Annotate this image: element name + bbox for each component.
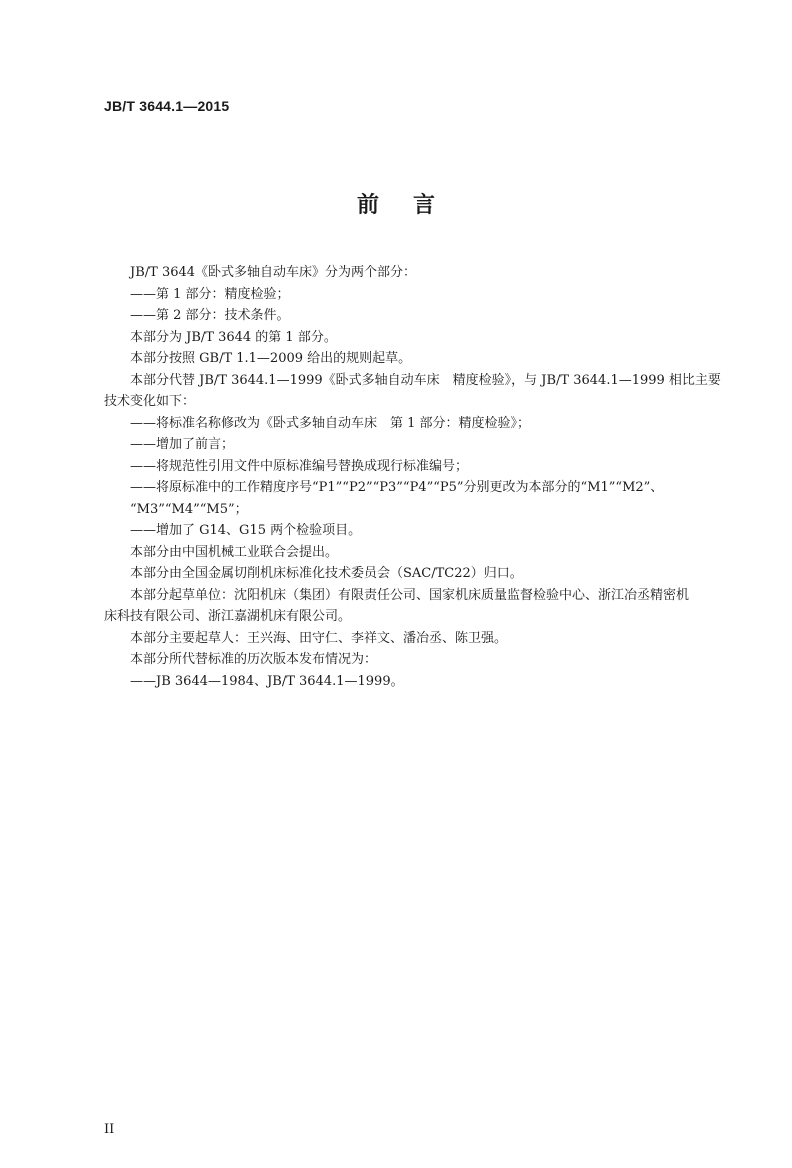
list-item-change-4: ——将原标准中的工作精度序号“P1”“P2”“P3”“P4”“P5”分别更改为本部分的“M1”“M2”、: [130, 480, 664, 495]
paragraph-replaces: 本部分代替 JB/T 3644.1—1999《卧式多轴自动车床 精度检验》，与 JB/T 3644.1—1999 相比主要: [130, 372, 721, 388]
paragraph-parts-intro: JB/T 3644《卧式多轴自动车床》分为两个部分：: [130, 265, 417, 280]
standard-code: JB/T 3644.1—2015: [104, 98, 230, 114]
list-item-history: ——JB 3644—1984、JB/T 3644.1—1999。: [130, 673, 404, 689]
list-item-change-1: ——将标准名称修改为《卧式多轴自动车床 第 1 部分：精度检验》；: [130, 415, 531, 431]
list-item-change-4-continued: “M3”“M4”“M5”；: [130, 501, 248, 517]
list-item-change-3: ——将规范性引用文件中原标准编号替换成现行标准编号；: [130, 458, 469, 474]
paragraph-drafters: 本部分主要起草人：王兴海、田守仁、李祥文、潘冶丞、陈卫强。: [130, 630, 508, 646]
paragraph-history: 本部分所代替标准的历次版本发布情况为：: [130, 652, 378, 667]
list-item-part-1: ——第 1 部分：精度检验；: [130, 286, 290, 302]
paragraph-drafting-units-continued: 床科技有限公司、浙江嘉湖机床有限公司。: [104, 609, 352, 624]
list-item-change-2: ——增加了前言；: [130, 437, 235, 452]
list-item-part-2: ——第 2 部分：技术条件。: [130, 308, 290, 323]
paragraph-centralized-by: 本部分由全国金属切削机床标准化技术委员会（SAC/TC22）归口。: [130, 566, 523, 581]
paragraph-this-part: 本部分为 JB/T 3644 的第 1 部分。: [130, 329, 337, 345]
paragraph-proposed-by: 本部分由中国机械工业联合会提出。: [130, 544, 339, 560]
paragraph-drafting-rules: 本部分按照 GB/T 1.1—2009 给出的规则起草。: [130, 351, 412, 366]
page-number: II: [104, 1122, 115, 1137]
foreword-body: [104, 262, 756, 692]
page-title: 前言: [356, 193, 469, 218]
paragraph-drafting-units: 本部分起草单位：沈阳机床（集团）有限责任公司、国家机床质量监督检验中心、浙江冶丞精密机: [130, 587, 690, 603]
list-item-change-5: ——增加了 G14、G15 两个检验项目。: [130, 523, 362, 538]
paragraph-replaces-continued: 技术变化如下：: [104, 394, 196, 409]
